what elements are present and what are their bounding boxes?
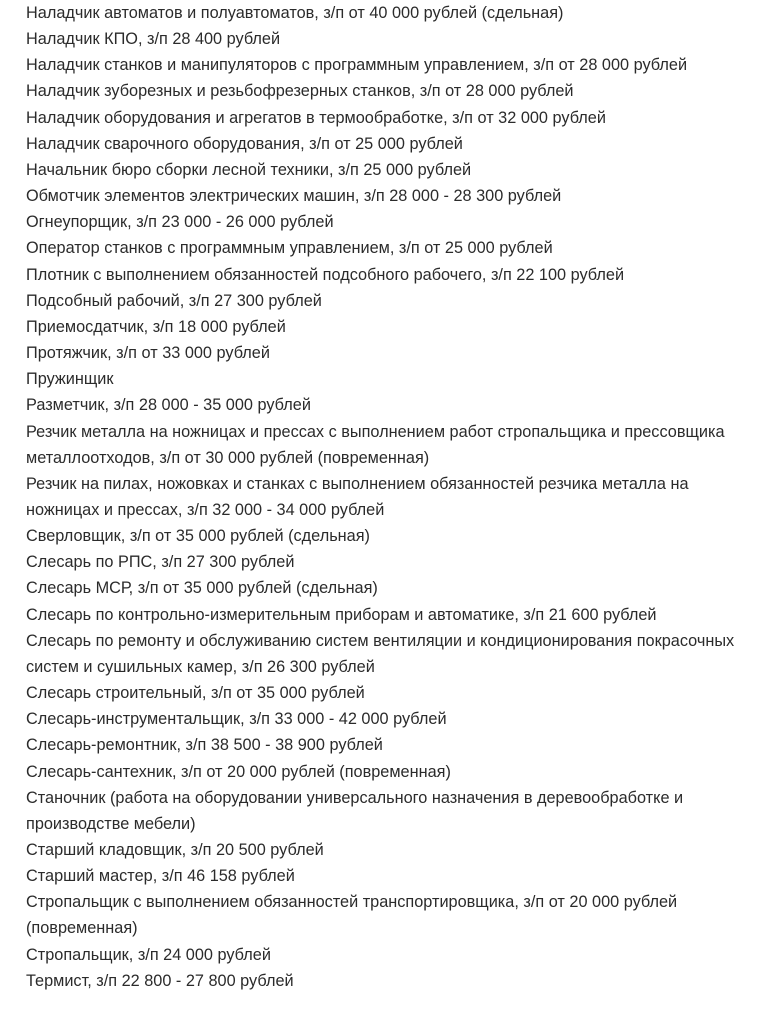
vacancy-item: Наладчик сварочного оборудования, з/п от 25 000 рублей: [26, 134, 463, 153]
vacancy-item: Слесарь-сантехник, з/п от 20 000 рублей (повременная): [26, 762, 451, 781]
vacancy-item: Подсобный рабочий, з/п 27 300 рублей: [26, 291, 322, 310]
vacancy-item: Стропальщик, з/п 24 000 рублей: [26, 945, 271, 964]
vacancy-item: Слесарь по ремонту и обслуживанию систем вентиляции и кондиционирования покрасочных систем и сушильных камер, з/п 26 300 рублей: [26, 631, 735, 676]
vacancy-item: Начальник бюро сборки лесной техники, з/п 25 000 рублей: [26, 160, 472, 179]
vacancy-item: Слесарь по контрольно-измерительным приборам и автоматике, з/п 21 600 рублей: [26, 605, 657, 624]
vacancy-item: Слесарь строительный, з/п от 35 000 рублей: [26, 684, 365, 703]
vacancy-item: Резчик на пилах, ножовках и станках с выполнением обязанностей резчика металла на ножницах и прессах, з/п 32 000 - 34 000 рублей: [26, 474, 689, 519]
vacancy-item: Наладчик оборудования и агрегатов в термообработке, з/п от 32 000 рублей: [26, 108, 606, 127]
vacancy-item: Плотник с выполнением обязанностей подсобного рабочего, з/п 22 100 рублей: [26, 265, 625, 284]
vacancy-item: Пружинщик: [26, 370, 114, 389]
vacancy-item: Слесарь-ремонтник, з/п 38 500 - 38 900 рублей: [26, 736, 383, 755]
vacancy-item: Старший кладовщик, з/п 20 500 рублей: [26, 841, 324, 859]
vacancy-item: Оператор станков с программным управлением, з/п от 25 000 рублей: [26, 239, 553, 258]
vacancy-item: Наладчик зуборезных и резьбофрезерных станков, з/п от 28 000 рублей: [26, 82, 574, 101]
vacancy-item: Наладчик КПО, з/п 28 400 рублей: [26, 30, 281, 49]
vacancy-list: [26, 0, 741, 994]
vacancy-item: Обмотчик элементов электрических машин, з/п 28 000 - 28 300 рублей: [26, 187, 562, 206]
vacancy-item: Наладчик станков и манипуляторов с программным управлением, з/п от 28 000 рублей: [26, 56, 688, 75]
vacancy-item: Резчик металла на ножницах и прессах с выполнением работ стропальщика и прессовщика металлоотходов, з/п от 30 000 рублей (повременная): [26, 422, 725, 467]
vacancy-item: Слесарь-инструментальщик, з/п 33 000 - 42 000 рублей: [26, 710, 447, 729]
vacancy-item: Наладчик автоматов и полуавтоматов, з/п от 40 000 рублей (сдельная): [26, 4, 564, 22]
vacancy-item: Термист, з/п 22 800 - 27 800 рублей: [26, 971, 294, 990]
vacancy-item: Старший мастер, з/п 46 158 рублей: [26, 867, 295, 886]
vacancy-item: Слесарь МСР, з/п от 35 000 рублей (сдельная): [26, 579, 378, 598]
vacancy-item: Огнеупорщик, з/п 23 000 - 26 000 рублей: [26, 213, 334, 232]
vacancy-item: Станочник (работа на оборудовании универсального назначения в деревообработке и производстве мебели): [26, 788, 684, 833]
vacancy-item: Протяжчик, з/п от 33 000 рублей: [26, 344, 270, 363]
vacancy-item: Разметчик, з/п 28 000 - 35 000 рублей: [26, 396, 311, 415]
vacancy-item: Слесарь по РПС, з/п 27 300 рублей: [26, 553, 295, 572]
vacancy-item: Сверловщик, з/п от 35 000 рублей (сдельная): [26, 527, 370, 546]
vacancy-item: Приемосдатчик, з/п 18 000 рублей: [26, 317, 286, 336]
vacancy-item: Стропальщик с выполнением обязанностей транспортировщика, з/п от 20 000 рублей (повременная): [26, 893, 678, 938]
